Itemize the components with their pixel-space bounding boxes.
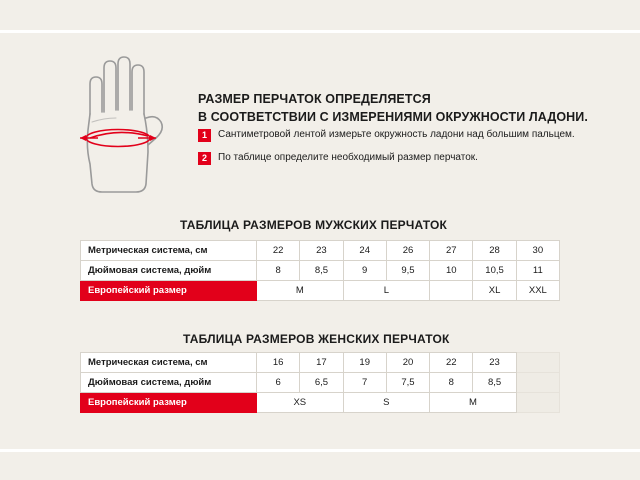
step-text: По таблице определите необходимый размер перчаток. [218,152,478,163]
table-row [81,353,560,373]
table-cell: 9 [343,261,386,281]
table-row [81,373,560,393]
table-cell: 22 [430,353,473,373]
table-cell-empty [516,393,559,413]
table-cell: L [343,281,430,301]
row-label: Метрическая система, см [81,241,257,261]
table-cell: 10 [430,261,473,281]
table-cell: 8 [257,261,300,281]
row-label: Дюймовая система, дюйм [81,373,257,393]
table-cell: 11 [516,261,559,281]
table-cell: 16 [257,353,300,373]
table-cell: 7,5 [386,373,429,393]
table-row [81,281,560,301]
table-cell-empty [516,373,559,393]
womens-table-title: ТАБЛИЦА РАЗМЕРОВ ЖЕНСКИХ ПЕРЧАТОК [183,332,450,346]
table-cell: 8,5 [473,373,516,393]
table-cell: XS [257,393,344,413]
table-cell: 26 [386,241,429,261]
table-cell: M [257,281,344,301]
table-row [81,393,560,413]
table-cell: 30 [516,241,559,261]
table-cell: 22 [257,241,300,261]
table-cell: 17 [300,353,343,373]
table-cell: 8 [430,373,473,393]
table-cell: 20 [386,353,429,373]
table-cell: 6,5 [300,373,343,393]
table-cell: XXL [516,281,559,301]
step-text: Сантиметровой лентой измерьте окружность ладони над большим пальцем. [218,129,575,140]
step-number-badge: 2 [198,152,211,165]
table-cell: 9,5 [386,261,429,281]
measure-band [80,130,156,147]
table-cell: 19 [343,353,386,373]
bottom-divider [0,449,640,452]
table-cell: M [430,393,517,413]
row-label: Дюймовая система, дюйм [81,261,257,281]
table-cell: 6 [257,373,300,393]
table-cell: 23 [300,241,343,261]
table-cell: 23 [473,353,516,373]
table-cell: 10,5 [473,261,516,281]
table-cell: XL [473,281,516,301]
row-label: Европейский размер [81,281,257,301]
row-label: Метрическая система, см [81,353,257,373]
top-divider [0,30,640,33]
mens-size-table [80,240,560,301]
hand-illustration [52,52,182,202]
mens-table-title: ТАБЛИЦА РАЗМЕРОВ МУЖСКИХ ПЕРЧАТОК [180,218,448,232]
instruction-steps [198,128,608,174]
page-title-line2: В СООТВЕТСТВИИ С ИЗМЕРЕНИЯМИ ОКРУЖНОСТИ ЛАДОНИ. [198,110,588,125]
table-row [81,241,560,261]
table-cell: 7 [343,373,386,393]
womens-size-table [80,352,560,413]
table-cell: 24 [343,241,386,261]
page-title-line1: РАЗМЕР ПЕРЧАТОК ОПРЕДЕЛЯЕТСЯ [198,92,431,106]
table-cell-empty [516,353,559,373]
table-cell: S [343,393,430,413]
step-number-badge: 1 [198,129,211,142]
table-cell: 28 [473,241,516,261]
table-cell: 8,5 [300,261,343,281]
table-cell [430,281,473,301]
instruction-step [198,128,608,142]
instruction-step [198,151,608,165]
table-row [81,261,560,281]
table-cell: 27 [430,241,473,261]
page-title [198,90,598,126]
row-label: Европейский размер [81,393,257,413]
